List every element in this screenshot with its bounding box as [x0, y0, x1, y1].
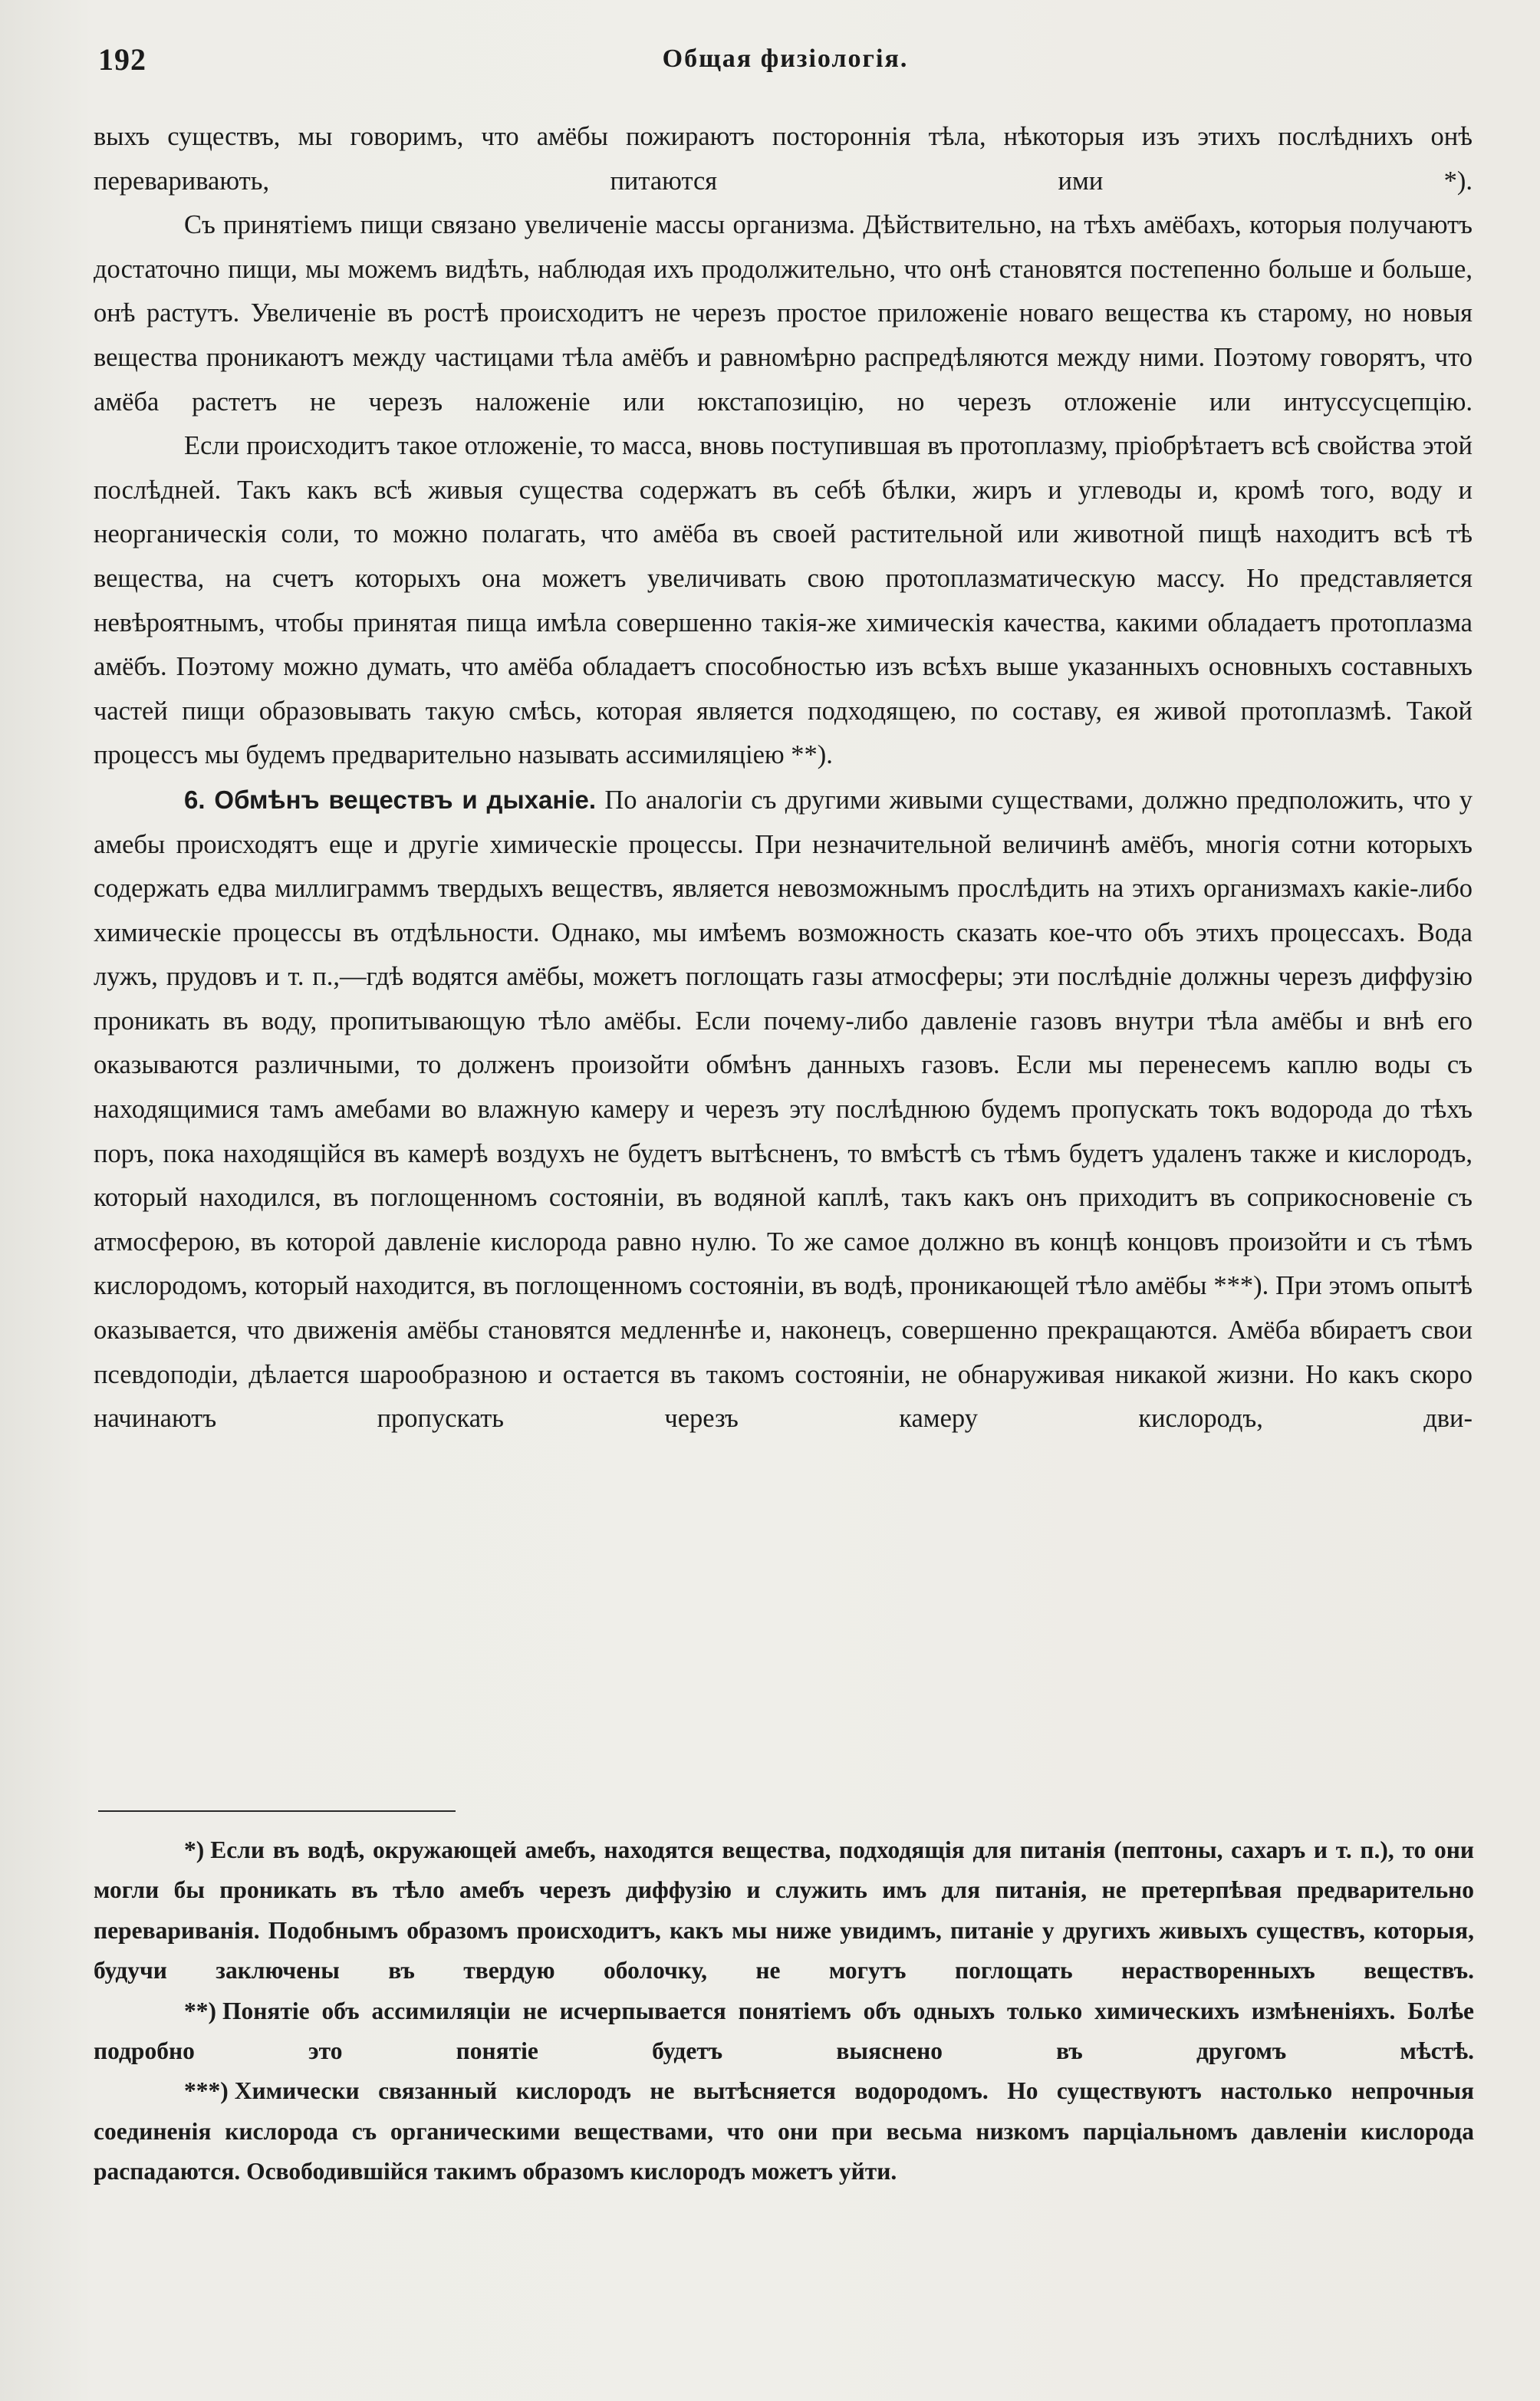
paragraph-3: Если происходитъ такое отложенiе, то масса, вновь поступившая въ протоплазму, прiобрѣтаетъ всѣ свойства этой послѣдней. Такъ какъ всѣ живыя существа содержатъ въ себѣ бѣлки, жиръ и углеводы и, кромѣ того, воду и неорганическiя соли, то можно полагать, что амёба въ своей растительной или животной пищѣ находитъ всѣ тѣ вещества, на счетъ которыхъ она можетъ увеличивать свою протоплазматическую массу. Но представляется невѣроятнымъ, чтобы принятая пища имѣла совершенно такiя-же химическiя качества, какими обладаетъ протоплазма амёбъ. Поэтому можно думать, что амёба обладаетъ способностью изъ всѣхъ выше указанныхъ основныхъ составныхъ частей пищи образовывать такую смѣсь, которая является подходящею, по составу, ея живой протоплазмѣ. Такой процессъ мы будемъ предварительно называть ассимиляцiею **).	[94, 431, 1473, 770]
page-header	[98, 41, 1473, 87]
paragraph-4-text: По аналогiи съ другими живыми существами, должно предположить, что у амебы происходятъ еще и другiе химическiе процессы. При незначительной величинѣ амёбъ, многiя сотни которыхъ содержать едва миллиграммъ твердыхъ веществъ, является невозможнымъ прослѣдить на этихъ организмахъ какiе-либо химическiе процессы въ отдѣльности. Однако, мы имѣемъ возможность сказать кое-что объ этихъ процессахъ. Вода лужъ, прудовъ и т. п.,—гдѣ водятся амёбы, можетъ поглощать газы атмосферы; эти послѣднiе должны черезъ диффузiю проникать въ воду, пропитывающую тѣло амёбы. Если почему-либо давленiе газовъ внутри тѣла амёбы и внѣ его оказываются различными, то долженъ произойти обмѣнъ данныхъ газовъ. Если мы перенесемъ каплю воды съ находящимися тамъ амебами во влажную камеру и черезъ эту послѣднюю будемъ пропускать токъ водорода до тѣхъ поръ, пока находящiйся въ камерѣ воздухъ не будетъ вытѣсненъ, то вмѣстѣ съ тѣмъ будетъ удаленъ также и кислородъ, который находился, въ поглощенномъ состоянiи, въ водяной каплѣ, такъ какъ онъ приходитъ въ соприкосновенiе съ атмосферою, въ которой давленiе кислорода равно нулю. То же самое должно въ концѣ концовъ произойти и съ тѣмъ кислородомъ, который находится, въ поглощенномъ состоянiи, въ водѣ, проникающей тѣло амёбы ***). При этомъ опытѣ оказывается, что движенiя амёбы становятся медленнѣе и, наконецъ, совершенно прекращаются. Амёба вбираетъ свои псевдоподiи, дѣлается шарообразною и остается въ такомъ состоянiи, не обнаруживая никакой жизни. Но какъ скоро начинаютъ пропускать черезъ камеру кислородъ, дви-	[94, 785, 1473, 1434]
footnote-mark: *)	[184, 1836, 205, 1863]
footnote-3	[94, 2071, 1474, 2192]
footnote-text: Если въ водѣ, окружающей амебъ, находятся вещества, подходящiя для питанiя (пептоны, сахаръ и т. п.), то они могли бы проникать въ тѣло амебъ черезъ диффузiю и служить имъ для питанiя, не претерпѣвая предварительно переваривaнiя. Подобнымъ образомъ происходитъ, какъ мы ниже увидимъ, питанiе у другихъ живыхъ существъ, которыя, будучи заключены въ твердую оболочку, не могутъ поглощать нерастворенныхъ веществъ.	[94, 1836, 1474, 1984]
paragraph-4	[94, 778, 1473, 1441]
main-text	[94, 115, 1473, 1441]
page-number: 192	[98, 42, 146, 77]
paragraph-1: выхъ существъ, мы говоримъ, что амёбы пожираютъ постороннiя тѣла, нѣкоторыя изъ этихъ послѣднихъ онѣ переваривають, питаются ими *).	[94, 122, 1473, 196]
running-title: Общая физiологiя.	[662, 44, 909, 73]
footnote-text: Химически связанный кислородъ не вытѣсняется водородомъ. Но существуютъ настолько непрочныя соединенiя кислорода съ органическими веществами, что они при весьма низкомъ парцiальномъ давленiи кислорода распадаются. Освободившiйся такимъ образомъ кислородъ можетъ уйти.	[94, 2077, 1474, 2185]
footnote-text: Понятiе объ ассимиляцiи не исчерпывается понятiемъ объ одныхъ только химическихъ измѣненiяхъ. Болѣе подробно это понятiе будетъ выяснено въ другомъ мѣстѣ.	[94, 1997, 1474, 2065]
section-heading: 6. Обмѣнъ веществъ и дыханiе.	[184, 785, 597, 814]
paragraph-2: Съ принятiемъ пищи связано увеличенiе массы организма. Дѣйствительно, на тѣхъ амёбахъ, которыя получаютъ достаточно пищи, мы можемъ видѣть, наблюдая ихъ продолжительно, что онѣ становятся постепенно больше и больше, онѣ растутъ. Увеличенiе въ ростѣ происходитъ не черезъ простое приложенiе новаго вещества къ старому, но новыя вещества проникаютъ между частицами тѣла амёбъ и равномѣрно распредѣляются между ними. Поэтому говорятъ, что амёба растетъ не черезъ наложенiе или юкстапозицiю, но черезъ отложенiе или интуссусцепцiю.	[94, 210, 1473, 417]
footnote-mark: **)	[184, 1997, 216, 2024]
footnote-mark: ***)	[184, 2077, 229, 2105]
footnotes	[94, 1830, 1474, 2192]
footnote-1	[94, 1830, 1474, 1991]
footnote-divider	[98, 1810, 456, 1812]
footnote-2	[94, 1991, 1474, 2072]
